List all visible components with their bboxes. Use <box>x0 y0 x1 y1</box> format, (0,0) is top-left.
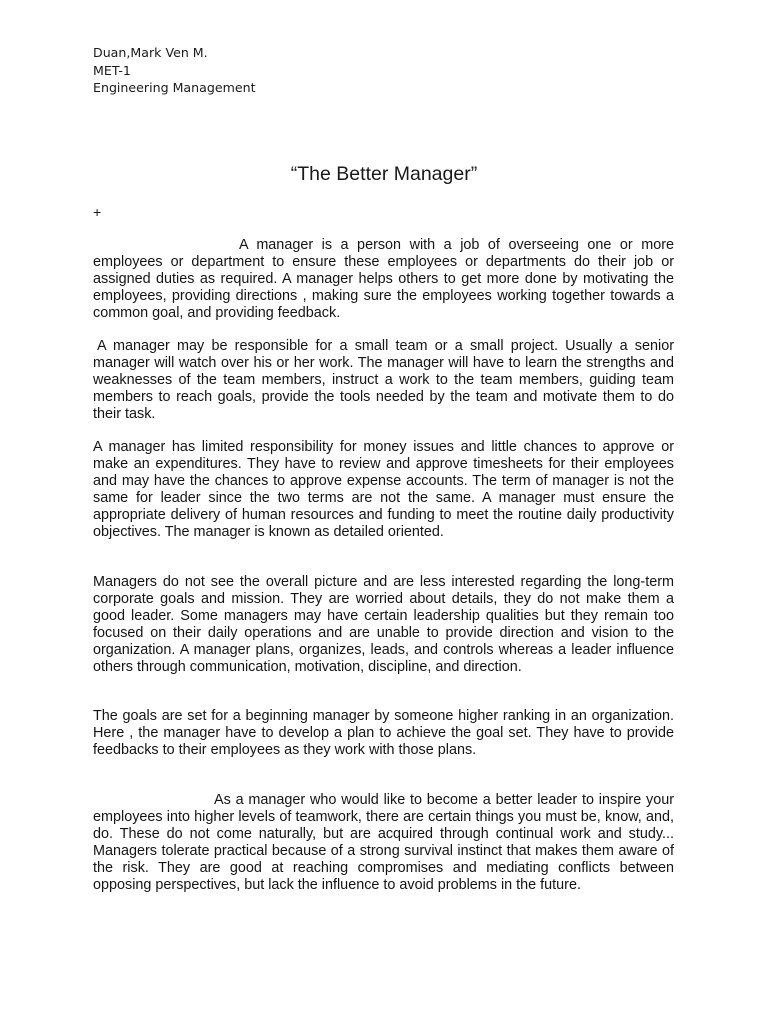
paragraph-5: The goals are set for a beginning manager by someone higher ranking in an organization. Here , the manager have to develop a plan to achieve the goal set. They have to provide feedbacks to their employees as they work with those plans. <box>93 708 674 758</box>
paragraph-6: As a manager who would like to become a better leader to inspire your employees into higher levels of teamwork, there are certain things you must be, know, and, do. These do not come naturally, but are acquired through continual work and study... Managers tolerate practical because of a strong survival instinct that makes them aware of the risk. They are good at reaching compromises and mediating conflicts between opposing perspectives, but lack the influence to avoid problems in the future. <box>93 792 674 893</box>
paragraph-3: A manager has limited responsibility for money issues and little chances to approve or make an expenditures. They have to review and approve timesheets for their employees and may have the chances to approve expense accounts. The term of manager is not the same for leader since the two terms are not the same. A manager must ensure the appropriate delivery of human resources and funding to meet the routine daily productivity objectives. The manager is known as detailed oriented. <box>93 439 674 540</box>
section-label: MET-1 <box>93 62 131 78</box>
paragraph-1: A manager is a person with a job of overseeing one or more employees or department to ensure these employees or departments do their job or assigned duties as required. A manager helps others to get more done by motivating the employees, providing directions , making sure the employees working together towards a common goal, and providing feedback. <box>93 237 674 321</box>
document-title: “The Better Manager” <box>290 163 478 185</box>
author-name: Duan,Mark Ven M. <box>93 45 208 60</box>
plus-marker: + <box>93 204 102 220</box>
paragraph-4: Managers do not see the overall picture and are less interested regarding the long-term corporate goals and mission. They are worried about details, they do not make them a good leader. Some managers may have certain leadership qualities but they remain too focused on their daily operations and are unable to provide direction and vision to the organization. A manager plans, organizes, leads, and controls whereas a leader influence others through communication, motivation, discipline, and direction. <box>93 574 674 675</box>
paragraph-2: A manager may be responsible for a small team or a small project. Usually a senior manager will watch over his or her work. The manager will have to learn the strengths and weaknesses of the team members, instruct a work to the team members, guiding team members to reach goals, provide the tools needed by the team and motivate them to do their task. <box>93 338 674 422</box>
course-label: Engineering Management <box>93 80 256 95</box>
author-header <box>93 44 256 97</box>
